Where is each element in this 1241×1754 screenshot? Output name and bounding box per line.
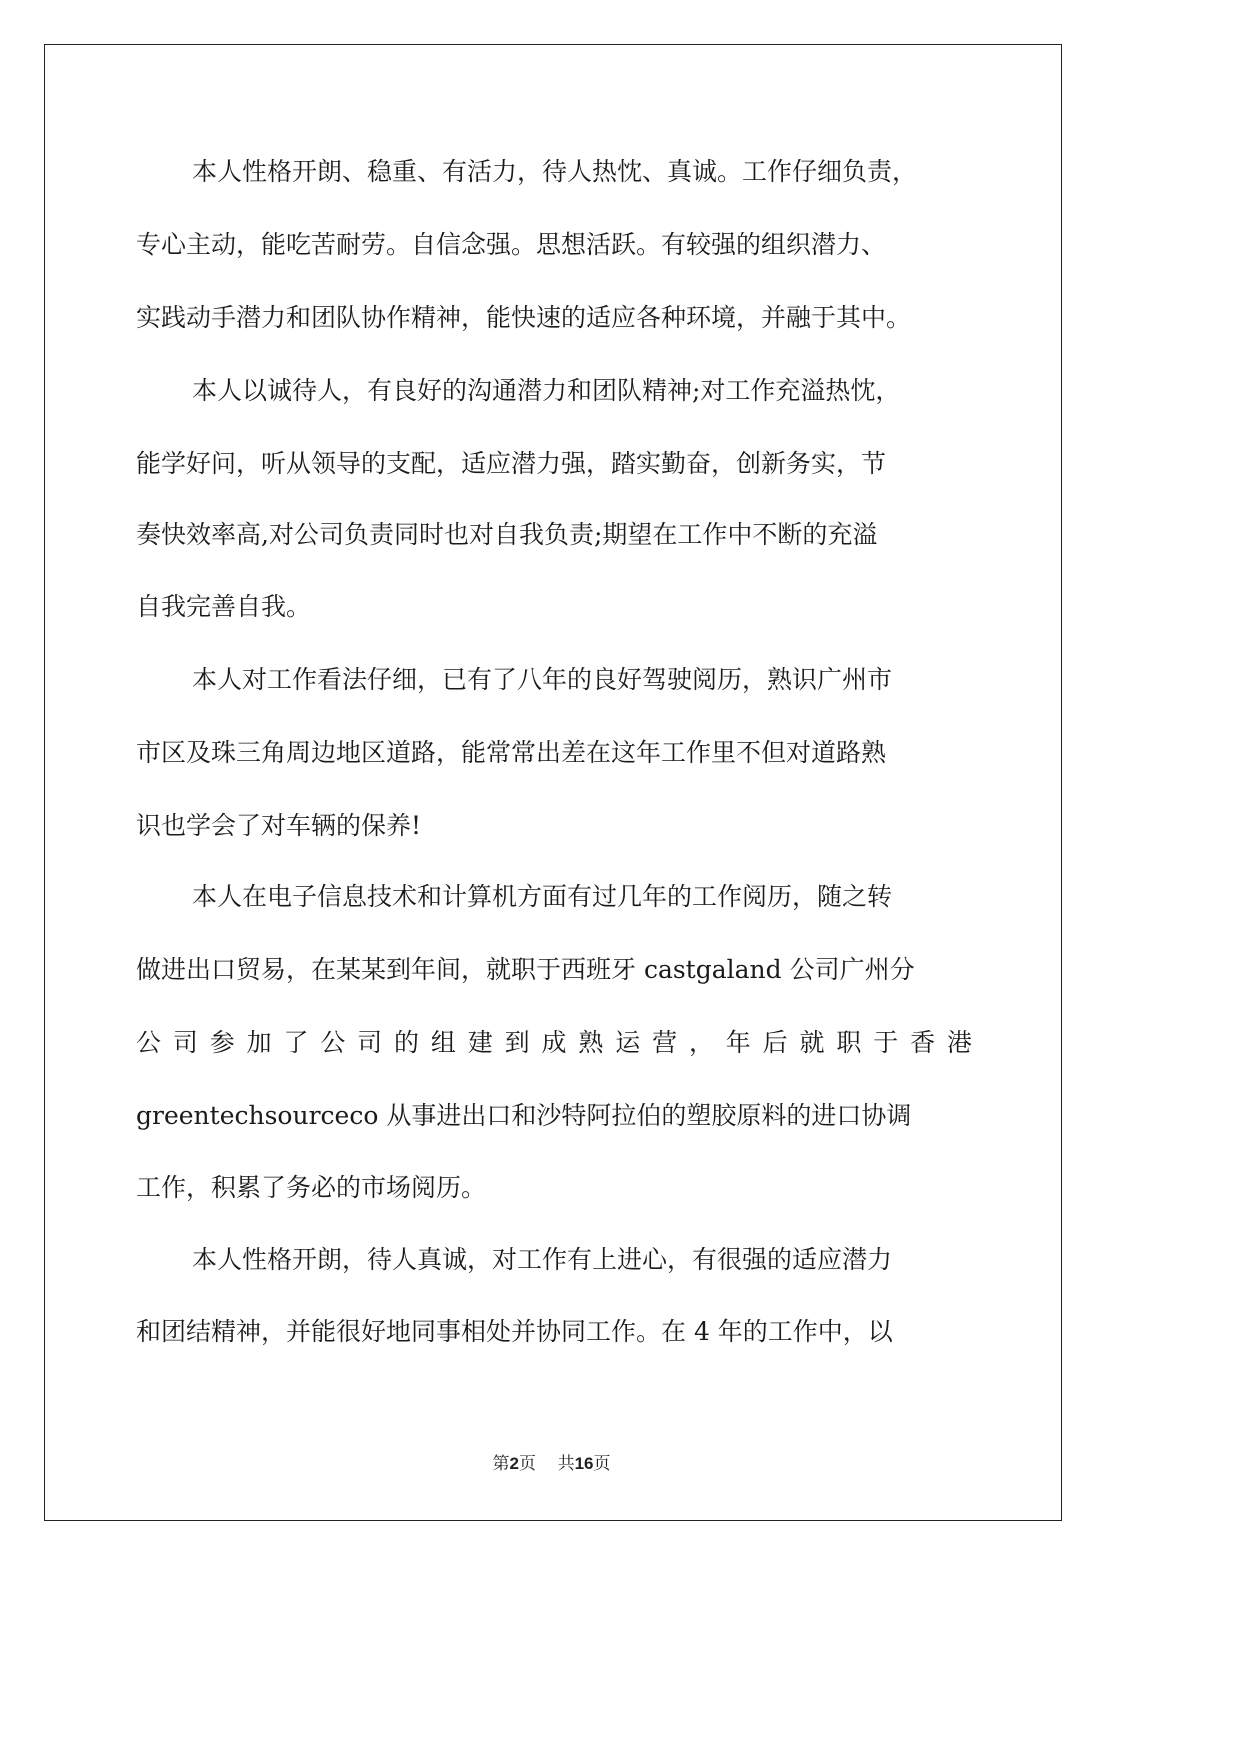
page-number-prefix: 第 xyxy=(492,1454,510,1474)
total-pages-number: 16 xyxy=(574,1454,594,1473)
current-page-number: 2 xyxy=(509,1454,519,1473)
paragraph-4-line-1: 本人在电子信息技术和计算机方面有过几年的工作阅历，随之转 xyxy=(192,882,893,911)
total-pages-suffix: 页 xyxy=(593,1454,611,1474)
paragraph-3-line-1: 本人对工作看法仔细，已有了八年的良好驾驶阅历，熟识广州市 xyxy=(192,665,893,694)
paragraph-5-line-1: 本人性格开朗，待人真诚，对工作有上进心，有很强的适应潜力 xyxy=(192,1245,893,1274)
paragraph-4-line-3: 公司参加了公司的组建到成熟运营，年后就职于香港 xyxy=(136,1028,972,1057)
page-number-suffix: 页 xyxy=(518,1454,536,1474)
paragraph-1-line-3: 实践动手潜力和团队协作精神，能快速的适应各种环境，并融于其中。 xyxy=(136,303,912,332)
page-footer xyxy=(0,1452,1103,1476)
paragraph-5-line-2: 和团结精神，并能很好地同事相处并协同工作。在 4 年的工作中，以 xyxy=(136,1317,893,1346)
paragraph-4-line-5: 工作，积累了务必的市场阅历。 xyxy=(136,1173,487,1202)
paragraph-1-line-1: 本人性格开朗、稳重、有活力，待人热忱、真诚。工作仔细负责， xyxy=(192,157,918,186)
paragraph-4-line-2: 做进出口贸易，在某某到年间，就职于西班牙 castgaland 公司广州分 xyxy=(136,955,915,984)
paragraph-2-line-2: 能学好问，听从领导的支配，适应潜力强，踏实勤奋，创新务实，节 xyxy=(136,449,887,478)
total-pages-prefix: 共 xyxy=(557,1454,575,1474)
paragraph-3-line-2: 市区及珠三角周边地区道路，能常常出差在这年工作里不但对道路熟 xyxy=(136,738,887,767)
paragraph-2-line-4: 自我完善自我。 xyxy=(136,592,312,621)
paragraph-2-line-1: 本人以诚待人，有良好的沟通潜力和团队精神;对工作充溢热忱， xyxy=(192,376,901,405)
paragraph-2-line-3: 奏快效率高,对公司负责同时也对自我负责;期望在工作中不断的充溢 xyxy=(136,520,878,549)
paragraph-3-line-3: 识也学会了对车辆的保养! xyxy=(136,811,422,840)
paragraph-1-line-2: 专心主动，能吃苦耐劳。自信念强。思想活跃。有较强的组织潜力、 xyxy=(136,230,887,259)
paragraph-4-line-4: greentechsourceco 从事进出口和沙特阿拉伯的塑胶原料的进口协调 xyxy=(136,1101,912,1130)
page-border xyxy=(44,44,1062,1521)
